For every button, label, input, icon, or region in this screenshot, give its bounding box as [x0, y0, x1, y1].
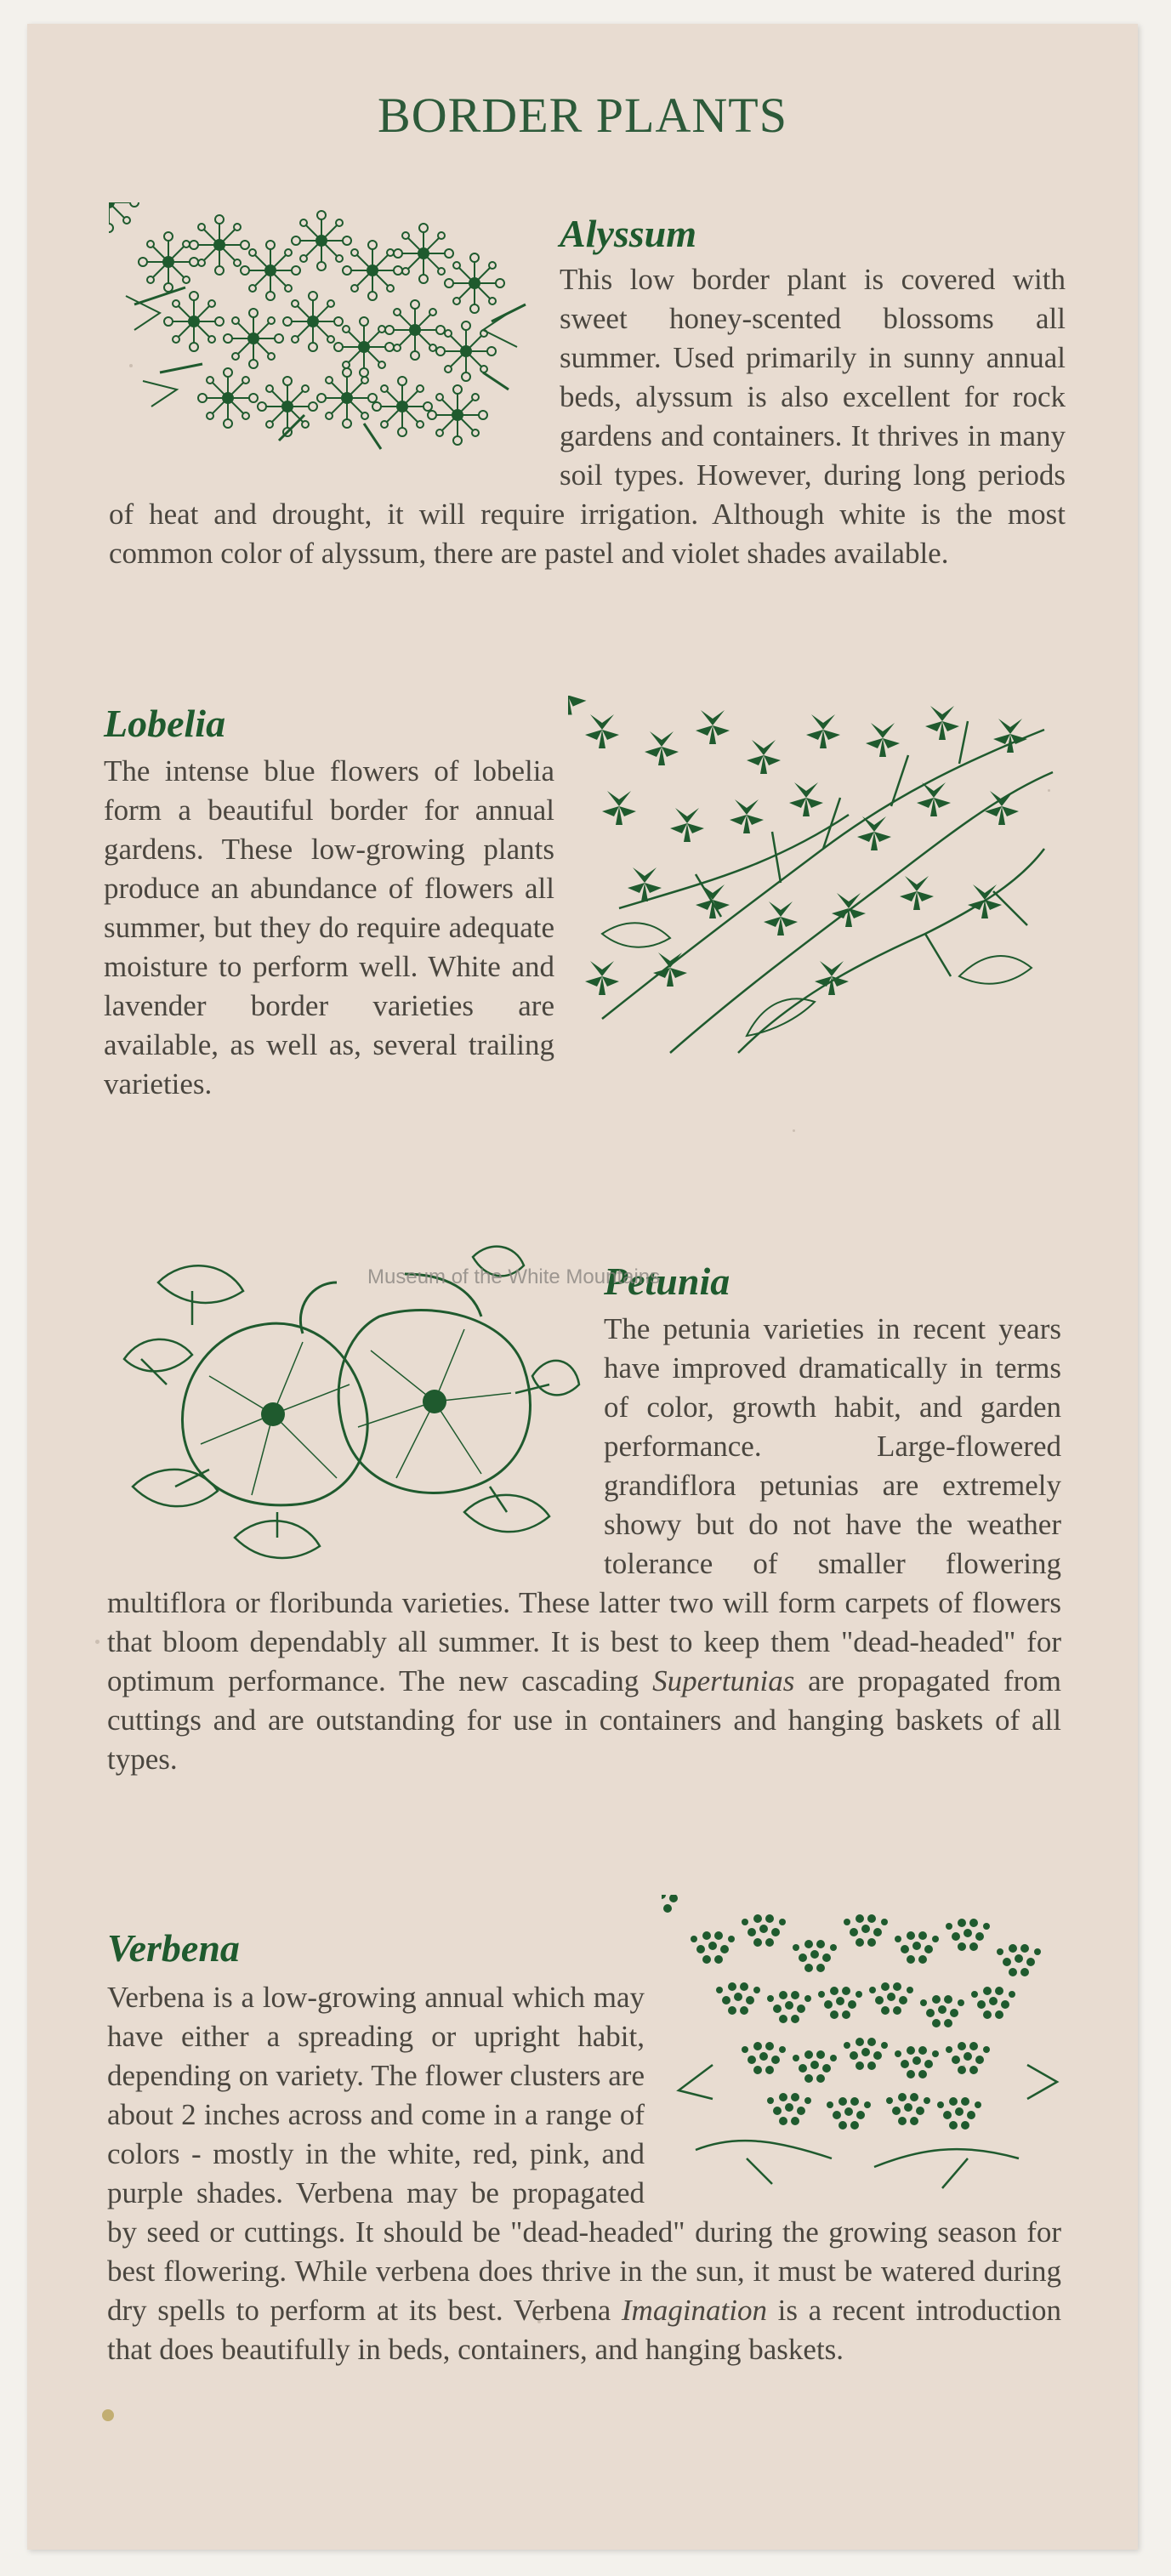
watermark: Museum of the White Mountains	[367, 1265, 661, 1288]
imagination-term: Imagination	[621, 2294, 768, 2327]
alyssum-illustration	[109, 202, 534, 458]
alyssum-text: This low border plant is covered with sweet honey-scented blossoms all summer. Used primarily in sunny annual beds, alyssum is also excellent for rock gardens and containers. It thrives in many soil types. However, during long periods of heat and drought, it will require irrigation. Although white is the most common color of alyssum, there are pastel and violet shades available.	[109, 263, 1066, 570]
section-lobelia	[104, 696, 1061, 1104]
alyssum-title: Alyssum	[560, 212, 697, 255]
document-page	[27, 24, 1138, 2550]
page-title: BORDER PLANTS	[378, 88, 787, 143]
lobelia-text: The intense blue flowers of lobelia form a beautiful border for annual gardens. These low-growing plants produce an abundance of flowers all summer, but they do require adequate moisture to perform well. White and lavender border varieties are available, as well as, several trailing varieties.	[104, 754, 554, 1100]
supertunias-term: Supertunias	[652, 1664, 795, 1697]
verbena-title: Verbena	[107, 1926, 240, 1970]
verbena-illustration	[662, 1895, 1061, 2201]
section-alyssum	[109, 202, 1066, 573]
petunia-title: Petunia	[604, 1260, 730, 1303]
section-verbena	[107, 1895, 1061, 2369]
petunia-text-part1: The petunia varieties in recent years have improved dramatically in terms of color, growth habit, and garden performance. Large-flowered grandiflora petunias are extremely showy but do not have the weather tolerance of smaller flowering multiflora or floribunda varieties. These latter two will form carpets of flowers that bloom dependably all summer. It is best to keep them "dead-headed" for optimum performance. The new cascading	[107, 1312, 1061, 1697]
section-petunia	[107, 1231, 1061, 1779]
lobelia-illustration	[568, 696, 1061, 1061]
petunia-text-part2: are propagated from cuttings and are outstanding for use in containers and hanging baskets of all types.	[107, 1664, 1061, 1776]
verbena-text-part2: is a recent introduction that does beautifully in beds, containers, and hanging baskets.	[107, 2294, 1062, 2366]
lobelia-title: Lobelia	[104, 702, 226, 745]
verbena-text-part1: Verbena is a low-growing annual which may have either a spreading or upright habit, depending on variety. The flower clusters are about 2 inches across and come in a range of colors - mostly in the white, red, pink, and purple shades. Verbena may be propagated by seed or cuttings. It should be "dead-headed" during the growing season for best flowering. While verbena does thrive in the sun, it must be watered during dry spells to perform at its best. Verbena	[107, 1981, 1061, 2327]
